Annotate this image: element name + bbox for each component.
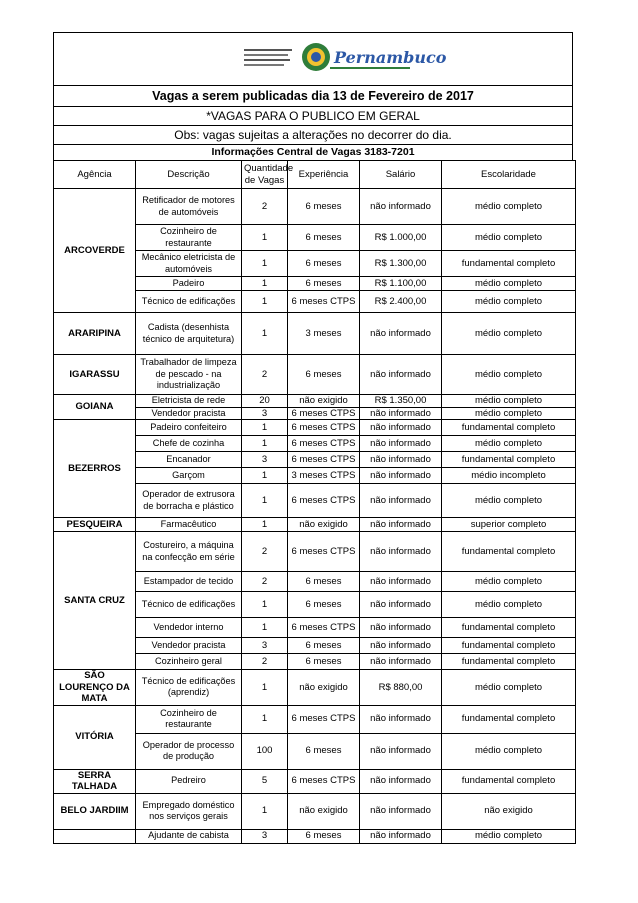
description-cell: Vendedor pracista	[136, 407, 242, 420]
quantity-cell: 5	[242, 769, 288, 793]
quantity-cell: 3	[242, 638, 288, 654]
description-cell: Encanador	[136, 452, 242, 468]
salary-cell: R$ 1.000,00	[360, 225, 442, 251]
audience-note: *VAGAS PARA O PUBLICO EM GERAL	[53, 106, 573, 125]
column-header-education: Escolaridade	[442, 161, 576, 189]
description-cell: Chefe de cozinha	[136, 436, 242, 452]
salary-cell: não informado	[360, 769, 442, 793]
salary-cell: não informado	[360, 355, 442, 395]
education-cell: fundamental completo	[442, 618, 576, 638]
description-cell: Garçom	[136, 468, 242, 484]
agency-cell: BEZERROS	[54, 420, 136, 518]
experience-cell: 6 meses CTPS	[288, 769, 360, 793]
table-row	[54, 532, 576, 572]
salary-cell: não informado	[360, 638, 442, 654]
description-cell: Técnico de edificações	[136, 592, 242, 618]
education-cell: superior completo	[442, 518, 576, 532]
table-header-row	[54, 161, 576, 189]
description-cell: Farmacêutico	[136, 518, 242, 532]
vacancies-table	[53, 160, 576, 844]
education-cell: fundamental completo	[442, 769, 576, 793]
table-row	[54, 395, 576, 408]
pernambuco-government-logo	[244, 39, 447, 79]
quantity-cell: 1	[242, 705, 288, 733]
quantity-cell: 1	[242, 592, 288, 618]
experience-cell: não exigido	[288, 518, 360, 532]
table-row	[54, 705, 576, 733]
salary-cell: não informado	[360, 436, 442, 452]
quantity-cell: 20	[242, 395, 288, 408]
salary-cell: não informado	[360, 468, 442, 484]
quantity-cell: 2	[242, 572, 288, 592]
agency-cell: PESQUEIRA	[54, 518, 136, 532]
table-row	[54, 829, 576, 843]
column-header-description: Descrição	[136, 161, 242, 189]
experience-cell: 6 meses	[288, 277, 360, 291]
description-cell: Vendedor interno	[136, 618, 242, 638]
experience-cell: 6 meses	[288, 355, 360, 395]
table-row	[54, 518, 576, 532]
salary-cell: não informado	[360, 420, 442, 436]
education-cell: fundamental completo	[442, 705, 576, 733]
quantity-cell: 3	[242, 829, 288, 843]
salary-cell: não informado	[360, 189, 442, 225]
quantity-cell: 1	[242, 313, 288, 355]
quantity-cell: 100	[242, 733, 288, 769]
experience-cell: 3 meses CTPS	[288, 468, 360, 484]
salary-cell: não informado	[360, 592, 442, 618]
education-cell: médio completo	[442, 395, 576, 408]
quantity-cell: 2	[242, 355, 288, 395]
description-cell: Cozinheiro geral	[136, 654, 242, 670]
agency-cell: BELO JARDIIM	[54, 793, 136, 829]
education-cell: médio completo	[442, 829, 576, 843]
experience-cell: 6 meses	[288, 733, 360, 769]
quantity-cell: 3	[242, 452, 288, 468]
quantity-cell: 3	[242, 407, 288, 420]
table-row	[54, 420, 576, 436]
quantity-cell: 1	[242, 420, 288, 436]
description-cell: Trabalhador de limpeza de pescado - na industrialização	[136, 355, 242, 395]
salary-cell: não informado	[360, 618, 442, 638]
description-cell: Ajudante de cabista	[136, 829, 242, 843]
salary-cell: não informado	[360, 572, 442, 592]
logo-wordmark: Pernambuco	[334, 48, 447, 67]
experience-cell: 3 meses	[288, 313, 360, 355]
vacancy-sheet	[53, 32, 573, 844]
quantity-cell: 1	[242, 793, 288, 829]
description-cell: Operador de processo de produção	[136, 733, 242, 769]
experience-cell: 6 meses CTPS	[288, 436, 360, 452]
quantity-cell: 1	[242, 618, 288, 638]
education-cell: fundamental completo	[442, 251, 576, 277]
description-cell: Padeiro	[136, 277, 242, 291]
description-cell: Mecânico eletricista de automóveis	[136, 251, 242, 277]
header-logo-box	[53, 32, 573, 85]
education-cell: fundamental completo	[442, 532, 576, 572]
salary-cell: R$ 2.400,00	[360, 291, 442, 313]
quantity-cell: 1	[242, 277, 288, 291]
table-row	[54, 189, 576, 225]
salary-cell: não informado	[360, 313, 442, 355]
description-cell: Estampador de tecido	[136, 572, 242, 592]
salary-cell: não informado	[360, 452, 442, 468]
salary-cell: não informado	[360, 532, 442, 572]
quantity-cell: 2	[242, 189, 288, 225]
quantity-cell: 1	[242, 468, 288, 484]
table-row	[54, 769, 576, 793]
quantity-cell: 1	[242, 436, 288, 452]
description-cell: Técnico de edificações	[136, 291, 242, 313]
experience-cell: não exigido	[288, 793, 360, 829]
experience-cell: não exigido	[288, 670, 360, 706]
salary-cell: não informado	[360, 829, 442, 843]
education-cell: médio completo	[442, 436, 576, 452]
experience-cell: não exigido	[288, 395, 360, 408]
experience-cell: 6 meses CTPS	[288, 618, 360, 638]
agency-cell: IGARASSU	[54, 355, 136, 395]
agency-cell: GOIANA	[54, 395, 136, 420]
experience-cell: 6 meses CTPS	[288, 407, 360, 420]
education-cell: fundamental completo	[442, 420, 576, 436]
experience-cell: 6 meses	[288, 189, 360, 225]
table-body	[54, 189, 576, 844]
salary-cell: não informado	[360, 518, 442, 532]
salary-cell: não informado	[360, 705, 442, 733]
experience-cell: 6 meses	[288, 251, 360, 277]
experience-cell: 6 meses	[288, 654, 360, 670]
agency-cell: SÃO LOURENÇO DA MATA	[54, 670, 136, 706]
education-cell: médio completo	[442, 484, 576, 518]
experience-cell: 6 meses	[288, 638, 360, 654]
page-title: Vagas a serem publicadas dia 13 de Fevereiro de 2017	[53, 85, 573, 106]
education-cell: médio completo	[442, 592, 576, 618]
education-cell: médio completo	[442, 670, 576, 706]
salary-cell: não informado	[360, 407, 442, 420]
table-row	[54, 793, 576, 829]
agency-cell: SANTA CRUZ	[54, 532, 136, 670]
description-cell: Cadista (desenhista técnico de arquitetura)	[136, 313, 242, 355]
education-cell: fundamental completo	[442, 638, 576, 654]
agency-cell: ARARIPINA	[54, 313, 136, 355]
salary-cell: R$ 1.100,00	[360, 277, 442, 291]
agency-cell	[54, 829, 136, 843]
experience-cell: 6 meses CTPS	[288, 705, 360, 733]
column-header-salary: Salário	[360, 161, 442, 189]
experience-cell: 6 meses	[288, 225, 360, 251]
description-cell: Pedreiro	[136, 769, 242, 793]
contact-info: Informações Central de Vagas 3183-7201	[53, 144, 573, 160]
experience-cell: 6 meses	[288, 829, 360, 843]
description-cell: Eletricista de rede	[136, 395, 242, 408]
description-cell: Empregado doméstico nos serviços gerais	[136, 793, 242, 829]
salary-cell: R$ 1.300,00	[360, 251, 442, 277]
experience-cell: 6 meses CTPS	[288, 291, 360, 313]
description-cell: Vendedor pracista	[136, 638, 242, 654]
education-cell: não exigido	[442, 793, 576, 829]
description-cell: Padeiro confeiteiro	[136, 420, 242, 436]
agency-cell: VITÓRIA	[54, 705, 136, 769]
education-cell: médio completo	[442, 277, 576, 291]
salary-cell: não informado	[360, 793, 442, 829]
education-cell: médio completo	[442, 189, 576, 225]
description-cell: Técnico de edificações (aprendiz)	[136, 670, 242, 706]
quantity-cell: 1	[242, 251, 288, 277]
quantity-cell: 1	[242, 225, 288, 251]
quantity-cell: 1	[242, 670, 288, 706]
quantity-cell: 2	[242, 654, 288, 670]
education-cell: médio completo	[442, 291, 576, 313]
description-cell: Retificador de motores de automóveis	[136, 189, 242, 225]
education-cell: médio completo	[442, 733, 576, 769]
education-cell: fundamental completo	[442, 452, 576, 468]
description-cell: Cozinheiro de restaurante	[136, 705, 242, 733]
description-cell: Costureiro, a máquina na confecção em série	[136, 532, 242, 572]
experience-cell: 6 meses CTPS	[288, 452, 360, 468]
experience-cell: 6 meses CTPS	[288, 484, 360, 518]
column-header-agency: Agência	[54, 161, 136, 189]
column-header-quantity: Quantidade de Vagas	[242, 161, 288, 189]
experience-cell: 6 meses	[288, 572, 360, 592]
quantity-cell: 1	[242, 291, 288, 313]
quantity-cell: 2	[242, 532, 288, 572]
description-cell: Operador de extrusora de borracha e plástico	[136, 484, 242, 518]
quantity-cell: 1	[242, 518, 288, 532]
education-cell: médio completo	[442, 225, 576, 251]
education-cell: médio completo	[442, 572, 576, 592]
agency-cell: ARCOVERDE	[54, 189, 136, 313]
salary-cell: não informado	[360, 654, 442, 670]
disclaimer-note: Obs: vagas sujeitas a alterações no decorrer do dia.	[53, 125, 573, 144]
table-row	[54, 670, 576, 706]
salary-cell: não informado	[360, 484, 442, 518]
experience-cell: 6 meses CTPS	[288, 532, 360, 572]
agency-cell: SERRA TALHADA	[54, 769, 136, 793]
education-cell: médio completo	[442, 355, 576, 395]
education-cell: médio completo	[442, 407, 576, 420]
salary-cell: R$ 880,00	[360, 670, 442, 706]
table-row	[54, 313, 576, 355]
experience-cell: 6 meses CTPS	[288, 420, 360, 436]
experience-cell: 6 meses	[288, 592, 360, 618]
table-row	[54, 355, 576, 395]
salary-cell: não informado	[360, 733, 442, 769]
salary-cell: R$ 1.350,00	[360, 395, 442, 408]
education-cell: médio completo	[442, 313, 576, 355]
education-cell: fundamental completo	[442, 654, 576, 670]
description-cell: Cozinheiro de restaurante	[136, 225, 242, 251]
column-header-experience: Experiência	[288, 161, 360, 189]
education-cell: médio incompleto	[442, 468, 576, 484]
quantity-cell: 1	[242, 484, 288, 518]
